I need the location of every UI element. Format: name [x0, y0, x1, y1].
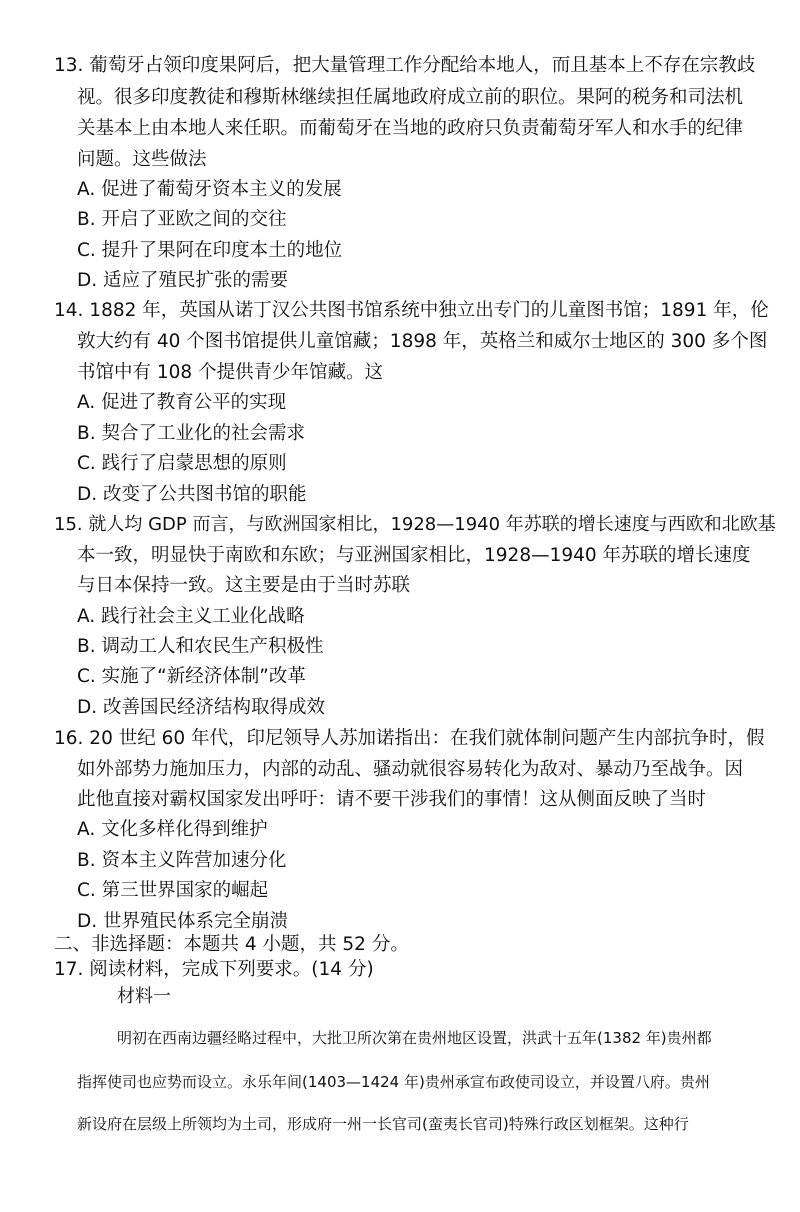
q15-option-c: C. 实施了“新经济体制”改革: [77, 666, 306, 687]
q13-option-d: D. 适应了殖民扩张的需要: [77, 270, 289, 291]
q16-line-2: 如外部势力施加压力，内部的动乱、骚动就很容易转化为敌对、暴动乃至战争。因: [77, 759, 744, 780]
material-line-2: 指挥使司也应势而设立。永乐年间(1403—1424 年)贵州承宣布政使司设立，并设置八府。贵州: [77, 1073, 710, 1091]
q15-option-b: B. 调动工人和农民生产积极性: [77, 636, 324, 657]
q16-option-b: B. 资本主义阵营加速分化: [77, 850, 287, 871]
q13-line-1: 13. 葡萄牙占领印度果阿后，把大量管理工作分配给本地人，而且基本上不存在宗教歧: [54, 55, 756, 76]
q16-line-3: 此他直接对霸权国家发出呼吁：请不要干涉我们的事情！这从侧面反映了当时: [77, 789, 707, 810]
q13-option-b: B. 开启了亚欧之间的交往: [77, 209, 287, 230]
q15-option-a: A. 践行社会主义工业化战略: [77, 606, 305, 627]
q14-option-b: B. 契合了工业化的社会需求: [77, 423, 305, 444]
q16-option-a: A. 文化多样化得到维护: [77, 819, 268, 840]
q13-option-c: C. 提升了果阿在印度本土的地位: [77, 240, 343, 261]
q16-line-1: 16. 20 世纪 60 年代，印尼领导人苏加诺指出：在我们就体制问题产生内部抗争时，假: [54, 728, 765, 749]
material-line-3: 新设府在层级上所领均为土司，形成府一州一长官司(蛮夷长官司)特殊行政区划框架。这种行: [77, 1115, 689, 1133]
q15-line-2: 本一致，明显快于南欧和东欧；与亚洲国家相比，1928—1940 年苏联的增长速度: [77, 545, 751, 566]
q14-option-d: D. 改变了公共图书馆的职能: [77, 484, 307, 505]
q13-line-2: 视。很多印度教徒和穆斯林继续担任属地政府成立前的职位。果阿的税务和司法机: [77, 87, 744, 108]
material-title: 材料一: [117, 986, 171, 1007]
q14-line-1: 14. 1882 年，英国从诺丁汉公共图书馆系统中独立出专门的儿童图书馆；1891 年，伦: [54, 300, 769, 321]
q16-option-d: D. 世界殖民体系完全崩溃: [77, 911, 289, 932]
q14-line-3: 书馆中有 108 个提供青少年馆藏。这: [77, 362, 384, 383]
q14-line-2: 敦大约有 40 个图书馆提供儿童馆藏；1898 年，英格兰和威尔士地区的 300 多个图: [77, 331, 768, 352]
q14-option-c: C. 践行了启蒙思想的原则: [77, 453, 287, 474]
q17-heading: 17. 阅读材料，完成下列要求。(14 分): [54, 959, 374, 980]
q13-line-4: 问题。这些做法: [77, 149, 207, 170]
q15-line-3: 与日本保持一致。这主要是由于当时苏联: [77, 575, 411, 596]
q15-line-1: 15. 就人均 GDP 而言，与欧洲国家相比，1928—1940 年苏联的增长速度与西欧和北欧基: [54, 514, 776, 535]
q15-option-d: D. 改善国民经济结构取得成效: [77, 697, 326, 718]
material-line-1: 明初在西南边疆经略过程中，大批卫所次第在贵州地区设置，洪武十五年(1382 年)贵州都: [117, 1029, 712, 1047]
section-heading: 二、非选择题：本题共 4 小题，共 52 分。: [54, 934, 409, 955]
q14-option-a: A. 促进了教育公平的实现: [77, 392, 287, 413]
q13-option-a: A. 促进了葡萄牙资本主义的发展: [77, 179, 342, 200]
q16-option-c: C. 第三世界国家的崛起: [77, 880, 269, 901]
q13-line-3: 关基本上由本地人来任职。而葡萄牙在当地的政府只负责葡萄牙军人和水手的纪律: [77, 118, 744, 139]
